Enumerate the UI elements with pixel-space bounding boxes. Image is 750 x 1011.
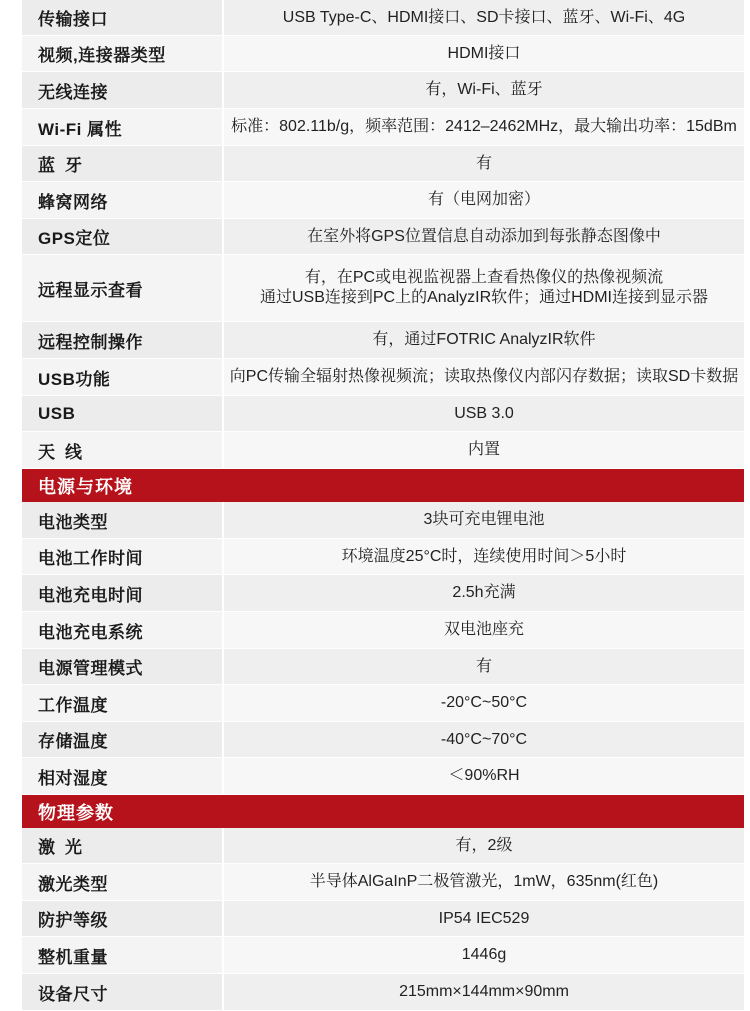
spec-value: 向PC传输全辐射热像视频流；读取热像仪内部闪存数据；读取SD卡数据 (224, 359, 744, 395)
spec-row-operating-temp (22, 685, 744, 722)
spec-row-usb (22, 396, 744, 432)
spec-row-gps (22, 219, 744, 255)
spec-label: 工作温度 (22, 685, 224, 721)
spec-label: 防护等级 (22, 901, 224, 936)
spec-label: 设备尺寸 (22, 974, 224, 1010)
spec-value: ＜90%RH (224, 758, 744, 794)
spec-value (224, 255, 744, 321)
spec-label: 视频,连接器类型 (22, 36, 224, 71)
spec-row-remote-display (22, 255, 744, 322)
spec-label: 相对湿度 (22, 758, 224, 794)
spec-row-remote-control (22, 322, 744, 359)
spec-value: 有 (224, 649, 744, 684)
spec-label: 蜂窝网络 (22, 182, 224, 218)
spec-value: 标准：802.11b/g，频率范围：2412–2462MHz，最大输出功率：15dBm (224, 109, 744, 145)
spec-label: 蓝牙 (22, 146, 224, 181)
spec-row-power-management (22, 649, 744, 685)
spec-value: 环境温度25°C时，连续使用时间＞5小时 (224, 539, 744, 574)
spec-label: 电源管理模式 (22, 649, 224, 684)
spec-row-humidity (22, 758, 744, 795)
spec-value: 有，通过FOTRIC AnalyzIR软件 (224, 322, 744, 358)
spec-label: Wi-Fi 属性 (22, 109, 224, 145)
spec-label: 激光 (22, 828, 224, 863)
spec-label: 电池充电时间 (22, 575, 224, 611)
spec-row-usb-function (22, 359, 744, 396)
spec-row-laser (22, 828, 744, 864)
spec-label: USB (22, 396, 224, 431)
spec-label: 远程显示查看 (22, 255, 224, 321)
spec-row-cellular (22, 182, 744, 219)
spec-value: USB Type-C、HDMI接口、SD卡接口、蓝牙、Wi-Fi、4G (224, 0, 744, 35)
spec-row-charge-time (22, 575, 744, 612)
spec-value: 1446g (224, 937, 744, 973)
spec-row-battery-type (22, 502, 744, 539)
spec-value: 在室外将GPS位置信息自动添加到每张静态图像中 (224, 219, 744, 254)
spec-value-line: 有，在PC或电视监视器上查看热像仪的热像视频流 (304, 269, 664, 286)
spec-value: -20°C~50°C (224, 685, 744, 721)
spec-label: 电池类型 (22, 502, 224, 538)
spec-label: 天线 (22, 432, 224, 468)
spec-row-video-connector (22, 36, 744, 72)
spec-label: 电池工作时间 (22, 539, 224, 574)
spec-label: GPS定位 (22, 219, 224, 254)
spec-row-antenna (22, 432, 744, 469)
spec-row-bluetooth (22, 146, 744, 182)
spec-value: 215mm×144mm×90mm (224, 974, 744, 1010)
spec-row-battery-life (22, 539, 744, 575)
spec-label: 激光类型 (22, 864, 224, 900)
spec-row-weight (22, 937, 744, 974)
spec-value-line: 通过USB连接到PC上的AnalyzIR软件；通过HDMI连接到显示器 (259, 289, 709, 306)
spec-row-storage-temp (22, 722, 744, 758)
spec-value: 半导体AlGaInP二极管激光，1mW，635nm(红色) (224, 864, 744, 900)
spec-row-charge-system (22, 612, 744, 649)
spec-row-wireless (22, 72, 744, 109)
spec-label: 存储温度 (22, 722, 224, 757)
spec-row-transfer-interface (22, 0, 744, 36)
spec-label: 无线连接 (22, 72, 224, 108)
spec-value: 双电池座充 (224, 612, 744, 648)
spec-value: 有（电网加密） (224, 182, 744, 218)
spec-row-wifi-properties (22, 109, 744, 146)
spec-value: HDMI接口 (224, 36, 744, 71)
spec-value: 有，2级 (224, 828, 744, 863)
spec-value: -40°C~70°C (224, 722, 744, 757)
spec-value: 2.5h充满 (224, 575, 744, 611)
spec-label: 远程控制操作 (22, 322, 224, 358)
spec-label: USB功能 (22, 359, 224, 395)
section-header-power: 电源与环境 (22, 469, 744, 502)
spec-value: 有 (224, 146, 744, 181)
section-header-physical: 物理参数 (22, 795, 744, 828)
spec-label: 电池充电系统 (22, 612, 224, 648)
spec-value: 内置 (224, 432, 744, 468)
spec-label: 整机重量 (22, 937, 224, 973)
spec-sheet (22, 0, 744, 1011)
spec-row-laser-type (22, 864, 744, 901)
spec-value: 3块可充电锂电池 (224, 502, 744, 538)
spec-value: 有，Wi-Fi、蓝牙 (224, 72, 744, 108)
spec-value: USB 3.0 (224, 396, 744, 431)
spec-label: 传输接口 (22, 0, 224, 35)
spec-row-protection (22, 901, 744, 937)
spec-value: IP54 IEC529 (224, 901, 744, 936)
